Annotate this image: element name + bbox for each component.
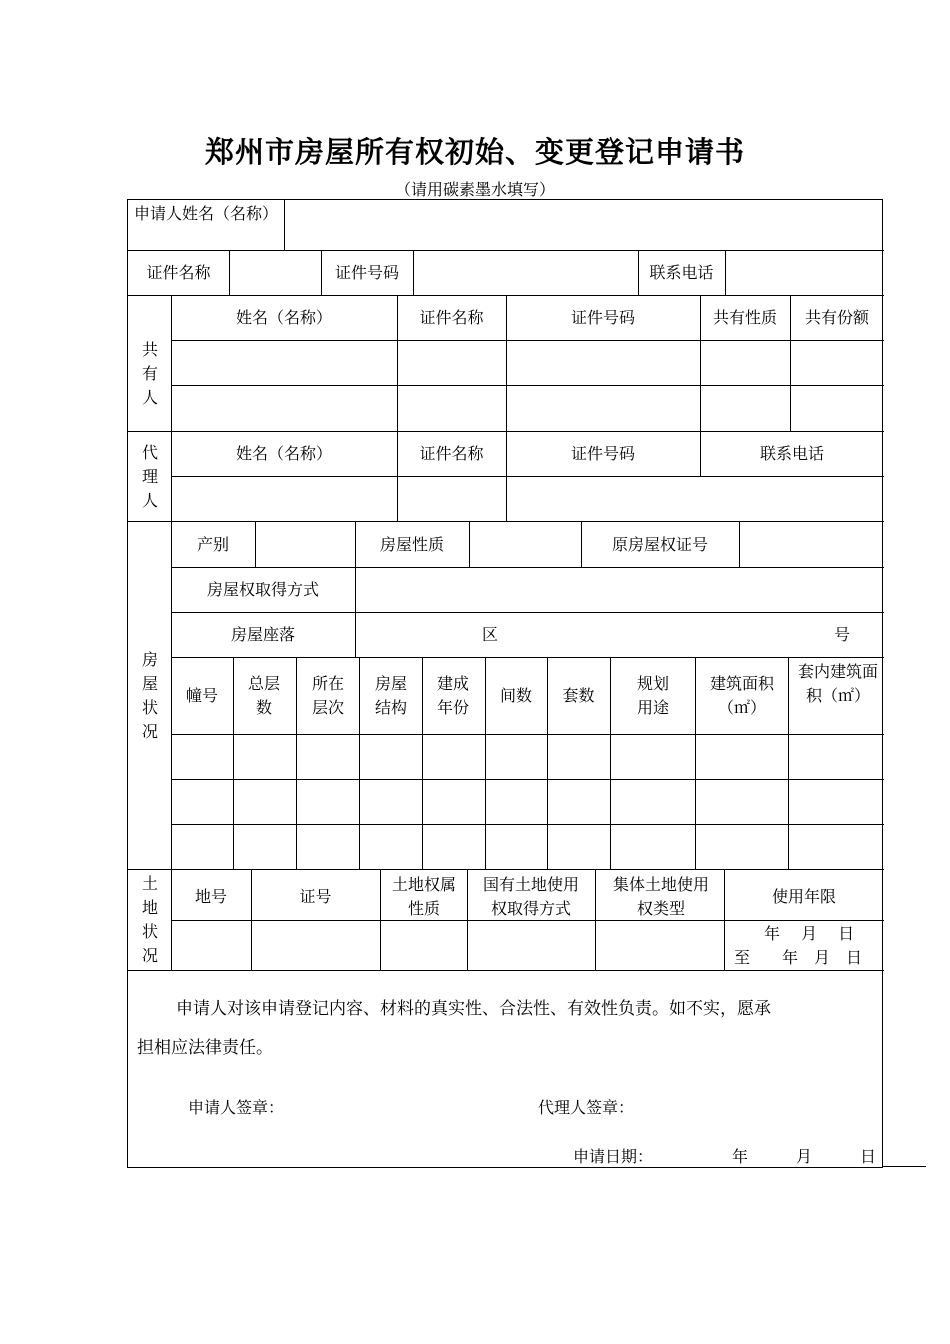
bottom-rule — [883, 1166, 926, 1167]
land-header-collective-type: 集体土地使用权类型 — [612, 875, 709, 918]
house-header-building-no: 幢号 — [185, 686, 218, 705]
house-header-building-area: 建筑面积（㎡） — [709, 674, 774, 717]
agent-header-id-number: 证件号码 — [570, 444, 635, 463]
application-date-label: 申请日期： — [573, 1147, 654, 1166]
house-nature-label: 房屋性质 — [379, 535, 444, 554]
applicant-signature-label: 申请人签章： — [188, 1098, 285, 1117]
applicant-name-field[interactable] — [285, 200, 883, 250]
house-header-rooms: 间数 — [499, 686, 532, 705]
agent-header-id-type: 证件名称 — [419, 444, 484, 463]
page-subtitle: （请用碳素墨水填写） — [394, 180, 555, 199]
applicant-id-type-label: 证件名称 — [146, 263, 211, 282]
co-owner-header-share: 共有份额 — [804, 308, 869, 327]
land-header-ownership-nature: 土地权属性质 — [391, 875, 456, 918]
applicant-id-number-field[interactable] — [414, 251, 638, 295]
house-header-structure: 房屋结构 — [374, 674, 407, 717]
house-header-total-floors: 总层数 — [247, 674, 280, 717]
property-type-label: 产别 — [196, 535, 229, 554]
house-header-floor: 所在层次 — [311, 674, 344, 717]
application-form — [127, 199, 883, 1168]
co-owner-section-label: 共有人 — [141, 340, 158, 407]
co-owner-header-id-type: 证件名称 — [419, 308, 484, 327]
house-header-built-year: 建成年份 — [436, 674, 469, 717]
location-number-suffix: 号 — [834, 625, 851, 644]
house-header-inner-area: 套内建筑面积（㎡） — [798, 662, 879, 705]
agent-header-name: 姓名（名称） — [235, 444, 332, 463]
orig-cert-label: 原房屋权证号 — [611, 535, 708, 554]
applicant-phone-label: 联系电话 — [649, 263, 714, 282]
agent-header-phone: 联系电话 — [759, 444, 824, 463]
co-owner-header-name: 姓名（名称） — [235, 308, 332, 327]
land-term-end: 至 年 月 日 — [734, 948, 863, 967]
applicant-id-type-field[interactable] — [230, 251, 321, 295]
land-section-label: 土地状况 — [141, 874, 158, 965]
house-section-label: 房屋状况 — [141, 650, 158, 741]
acquire-method-label: 房屋权取得方式 — [206, 580, 319, 599]
declaration-text-line2: 担相应法律责任。 — [137, 1038, 273, 1058]
declaration-text-line1: 申请人对该申请登记内容、材料的真实性、合法性、有效性负责。如不实，愿承 — [176, 999, 771, 1019]
applicant-id-number-label: 证件号码 — [334, 263, 399, 282]
location-label: 房屋座落 — [230, 625, 295, 644]
agent-section-label: 代理人 — [141, 443, 158, 510]
location-district-suffix: 区 — [482, 625, 499, 644]
co-owner-header-id-number: 证件号码 — [570, 308, 635, 327]
house-header-units: 套数 — [562, 686, 595, 705]
co-owner-header-nature: 共有性质 — [712, 308, 777, 327]
house-header-planned-use: 规划用途 — [636, 674, 669, 717]
application-date-fields: 年 月 日 — [732, 1147, 877, 1166]
applicant-name-label: 申请人姓名（名称） — [133, 204, 278, 223]
land-header-cert-no: 证号 — [299, 887, 332, 906]
land-header-state-acquire: 国有土地使用权取得方式 — [482, 875, 579, 918]
land-header-term: 使用年限 — [771, 887, 836, 906]
page-title: 郑州市房屋所有权初始、变更登记申请书 — [204, 135, 745, 169]
land-header-lot-no: 地号 — [194, 887, 227, 906]
agent-signature-label: 代理人签章： — [538, 1098, 635, 1117]
applicant-phone-field[interactable] — [726, 251, 883, 295]
land-term-start: 年 月 日 — [764, 924, 855, 943]
